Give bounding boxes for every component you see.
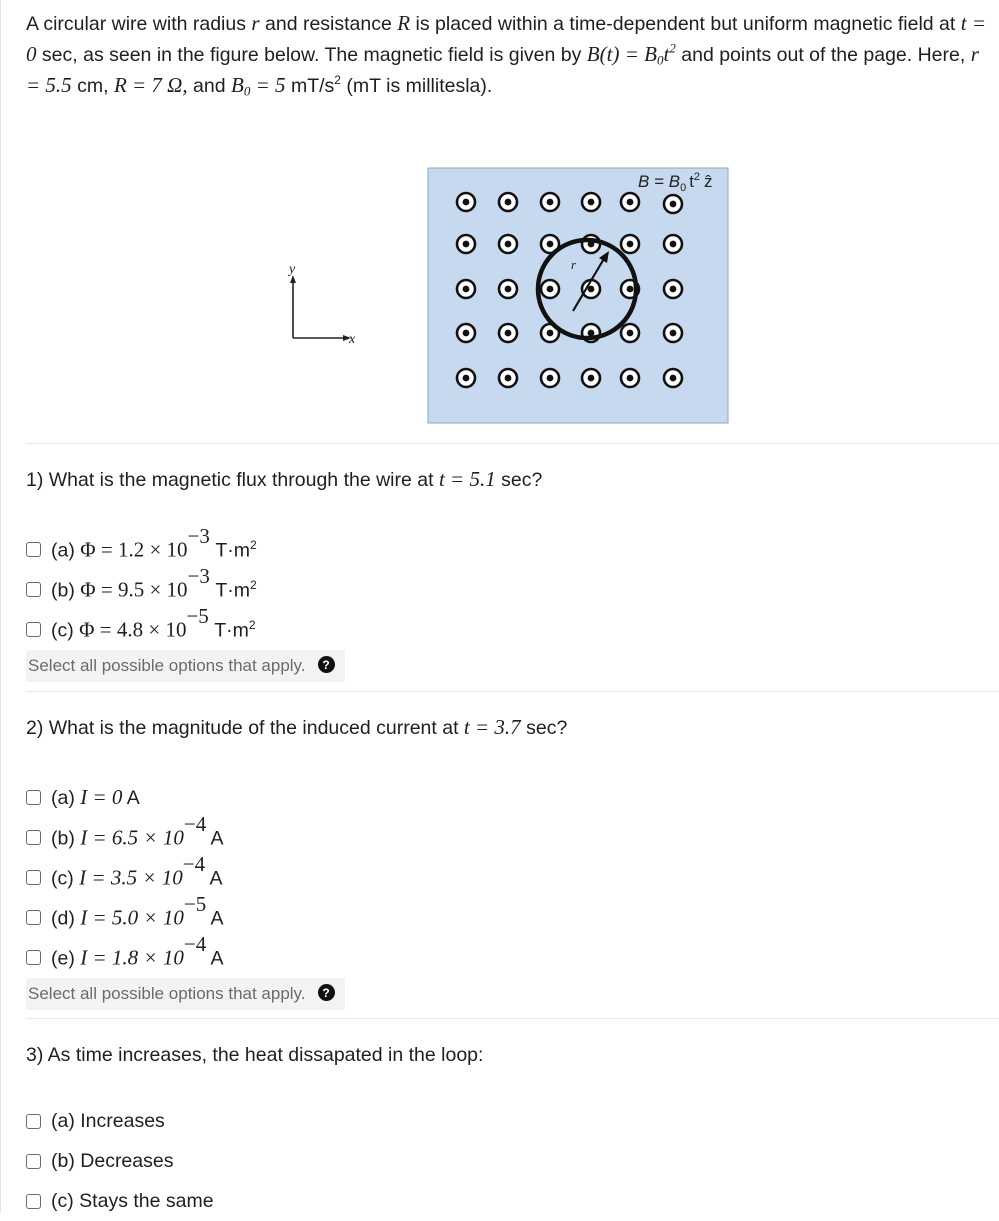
radius-value: r = 5.5 — [26, 42, 979, 97]
checkbox[interactable] — [26, 910, 41, 925]
option-unit: A — [209, 867, 223, 890]
field-label-t: t — [689, 172, 694, 191]
option-label — [51, 1110, 165, 1133]
axes — [287, 262, 356, 347]
field-equation-t: t — [663, 42, 670, 66]
field-dot-center — [505, 330, 512, 337]
question-2-option-b[interactable] — [26, 811, 986, 857]
question-1-option-b[interactable] — [26, 563, 986, 609]
option-letter: (b) — [51, 827, 75, 850]
checkbox[interactable] — [26, 870, 41, 885]
question-1-options — [26, 523, 986, 649]
hint-wrap — [26, 978, 345, 1010]
checkbox[interactable] — [26, 622, 41, 637]
option-unit: A — [210, 947, 224, 970]
x-axis-label: x — [349, 332, 356, 347]
field-label-b: B = B — [638, 172, 681, 191]
field-dot-center — [627, 286, 634, 293]
y-axis-label: y — [289, 262, 296, 277]
option-letter: (c) — [51, 1189, 74, 1212]
field-dot-center — [670, 201, 677, 208]
option-math: I = 1.8 × 10 — [80, 945, 184, 970]
question-2-option-a[interactable] — [26, 777, 986, 817]
b0-sub: 0 — [243, 83, 251, 99]
option-math: I = 6.5 × 10 — [80, 825, 184, 850]
option-letter: (e) — [51, 947, 75, 970]
option-exp: −5 — [186, 603, 209, 628]
field-label-sub: 0 — [680, 182, 687, 194]
field-dot-center — [463, 286, 470, 293]
option-unit: T·m — [215, 579, 250, 602]
radius-unit: cm, — [77, 75, 109, 97]
option-math: Φ = 4.8 × 10 — [79, 617, 187, 642]
field-label-hat: ẑ — [704, 172, 713, 191]
option-label — [51, 931, 224, 971]
question-3-option-c[interactable] — [26, 1181, 986, 1221]
checkbox[interactable] — [26, 542, 41, 557]
divider-3 — [26, 1018, 999, 1019]
b0-unit — [291, 75, 341, 97]
field-dot-center — [547, 286, 554, 293]
option-label — [51, 1190, 214, 1213]
option-exp: −3 — [187, 523, 210, 548]
checkbox[interactable] — [26, 1154, 41, 1169]
question-2-option-e[interactable] — [26, 931, 986, 977]
help-icon[interactable]: ? — [318, 984, 335, 1001]
radius-label: r — [571, 257, 577, 272]
field-dot-center — [547, 199, 554, 206]
option-letter: (a) — [51, 539, 75, 562]
figure-svg — [285, 165, 735, 427]
option-label — [51, 523, 257, 563]
option-label — [51, 851, 223, 891]
divider-1 — [26, 443, 999, 444]
magnetic-field-figure — [285, 165, 735, 433]
field-dot-center — [627, 330, 634, 337]
question-2-suffix: sec? — [526, 717, 568, 739]
option-label — [51, 891, 224, 931]
question-1-prefix: 1) What is the magnetic flux through the wire at — [26, 469, 434, 491]
resistance-value: R = 7 Ω, — [113, 73, 188, 97]
question-1-text — [26, 464, 986, 495]
intro-text-2: and resistance — [265, 13, 392, 35]
field-dot-center — [670, 241, 677, 248]
field-dot-center — [627, 241, 634, 248]
question-3 — [26, 1040, 986, 1221]
field-dot-center — [670, 375, 677, 382]
field-equation-sub: 0 — [656, 52, 664, 68]
question-2-text — [26, 712, 986, 743]
question-2-option-c[interactable] — [26, 851, 986, 897]
option-label — [51, 1150, 173, 1173]
field-dot-center — [505, 241, 512, 248]
intro-text-6: (mT is millitesla). — [346, 75, 493, 97]
option-math: Φ = 9.5 × 10 — [80, 577, 188, 602]
field-dot-center — [547, 241, 554, 248]
option-exp: −4 — [183, 811, 207, 836]
checkbox[interactable] — [26, 950, 41, 965]
option-exp: −3 — [187, 563, 210, 588]
question-1-option-a[interactable] — [26, 523, 986, 569]
option-exp: −4 — [182, 851, 206, 876]
option-unit: A — [126, 786, 140, 809]
field-equation — [587, 42, 676, 66]
field-label-exp: 2 — [693, 171, 701, 183]
intro-text-5: and points out of the page. Here, — [681, 44, 966, 66]
option-math: I = 3.5 × 10 — [79, 865, 183, 890]
question-1-suffix: sec? — [501, 469, 543, 491]
option-math: Φ = 1.2 × 10 — [80, 537, 188, 562]
intro-text-3: is placed within a time-dependent but uniform magnetic field at — [415, 13, 956, 35]
option-label — [51, 811, 224, 851]
field-dot-center — [463, 241, 470, 248]
page-left-border — [0, 0, 1, 1213]
problem-statement — [26, 8, 994, 101]
option-text: Stays the same — [79, 1189, 214, 1212]
divider-2 — [26, 691, 999, 692]
option-letter: (b) — [51, 1149, 75, 1172]
option-letter: (b) — [51, 579, 75, 602]
question-2-prefix: 2) What is the magnitude of the induced current at — [26, 717, 459, 739]
question-1-option-c[interactable] — [26, 603, 986, 649]
intro-text-4: sec, as seen in the figure below. The magnetic field is given by — [41, 44, 582, 66]
option-exp: −5 — [183, 891, 207, 916]
field-dot-center — [670, 286, 677, 293]
field-dot-center — [588, 199, 595, 206]
option-letter: (c) — [51, 867, 74, 890]
b0-unit-exp: 2 — [334, 73, 341, 88]
option-unit: A — [210, 827, 224, 850]
checkbox[interactable] — [26, 582, 41, 597]
option-letter: (d) — [51, 907, 75, 930]
hint-wrap — [26, 650, 345, 682]
checkbox[interactable] — [26, 790, 41, 805]
field-dot-center — [505, 199, 512, 206]
question-2-math: t = 3.7 — [463, 715, 521, 739]
radius-symbol: r — [251, 11, 260, 35]
intro-text-1: A circular wire with radius — [26, 13, 246, 35]
option-math: I = 0 — [80, 784, 123, 809]
checkbox[interactable] — [26, 830, 41, 845]
time-zero-math: t = 0 — [26, 11, 987, 66]
b0-equation — [231, 73, 286, 97]
option-unit-exp: 2 — [249, 537, 257, 552]
option-unit: A — [210, 907, 224, 930]
question-2-hint — [26, 977, 986, 1011]
question-3-prefix: 3) As time increases, the heat dissapated in the loop: — [26, 1044, 484, 1066]
question-1-hint — [26, 649, 986, 683]
option-unit: T·m — [215, 539, 250, 562]
field-dot-center — [627, 199, 634, 206]
hint-text: Select all possible options that apply. — [28, 984, 306, 1003]
option-unit-exp: 2 — [248, 617, 256, 632]
field-dot-center — [627, 375, 634, 382]
option-unit-exp: 2 — [249, 577, 257, 592]
question-2-option-d[interactable] — [26, 891, 986, 937]
b0-symbol: B — [231, 73, 244, 97]
question-3-text — [26, 1040, 986, 1070]
question-3-options — [26, 1101, 986, 1221]
question-3-option-a[interactable] — [26, 1101, 986, 1141]
checkbox[interactable] — [26, 1194, 41, 1209]
field-dot-center — [547, 330, 554, 337]
field-dot-center — [505, 375, 512, 382]
checkbox[interactable] — [26, 1114, 41, 1129]
option-label — [51, 785, 140, 810]
option-letter: (a) — [51, 786, 75, 809]
field-dot-center — [670, 330, 677, 337]
option-label — [51, 603, 256, 643]
option-unit: T·m — [214, 619, 249, 642]
resistance-symbol: R — [397, 11, 411, 35]
field-equation-exp: 2 — [669, 40, 676, 56]
field-dot-center — [463, 375, 470, 382]
question-2 — [26, 712, 986, 1011]
question-2-options — [26, 777, 986, 977]
option-text: Decreases — [80, 1149, 174, 1172]
option-letter: (c) — [51, 619, 74, 642]
option-text: Increases — [80, 1109, 165, 1132]
b0-unit-text: mT/s — [290, 75, 335, 97]
question-1 — [26, 464, 986, 683]
field-dot-center — [505, 286, 512, 293]
question-1-math: t = 5.1 — [438, 467, 496, 491]
field-dot-center — [588, 375, 595, 382]
hint-text: Select all possible options that apply. — [28, 656, 306, 675]
option-letter: (a) — [51, 1109, 75, 1132]
field-dot-center — [547, 375, 554, 382]
intro-and: and — [193, 75, 226, 97]
option-label — [51, 563, 257, 603]
question-3-option-b[interactable] — [26, 1141, 986, 1181]
option-math: I = 5.0 × 10 — [80, 905, 184, 930]
b0-value: = 5 — [255, 73, 286, 97]
option-exp: −4 — [183, 931, 207, 956]
field-equation-lhs: B(t) = B — [586, 42, 657, 66]
field-dot-center — [463, 199, 470, 206]
help-icon[interactable]: ? — [318, 656, 335, 673]
field-dot-center — [463, 330, 470, 337]
